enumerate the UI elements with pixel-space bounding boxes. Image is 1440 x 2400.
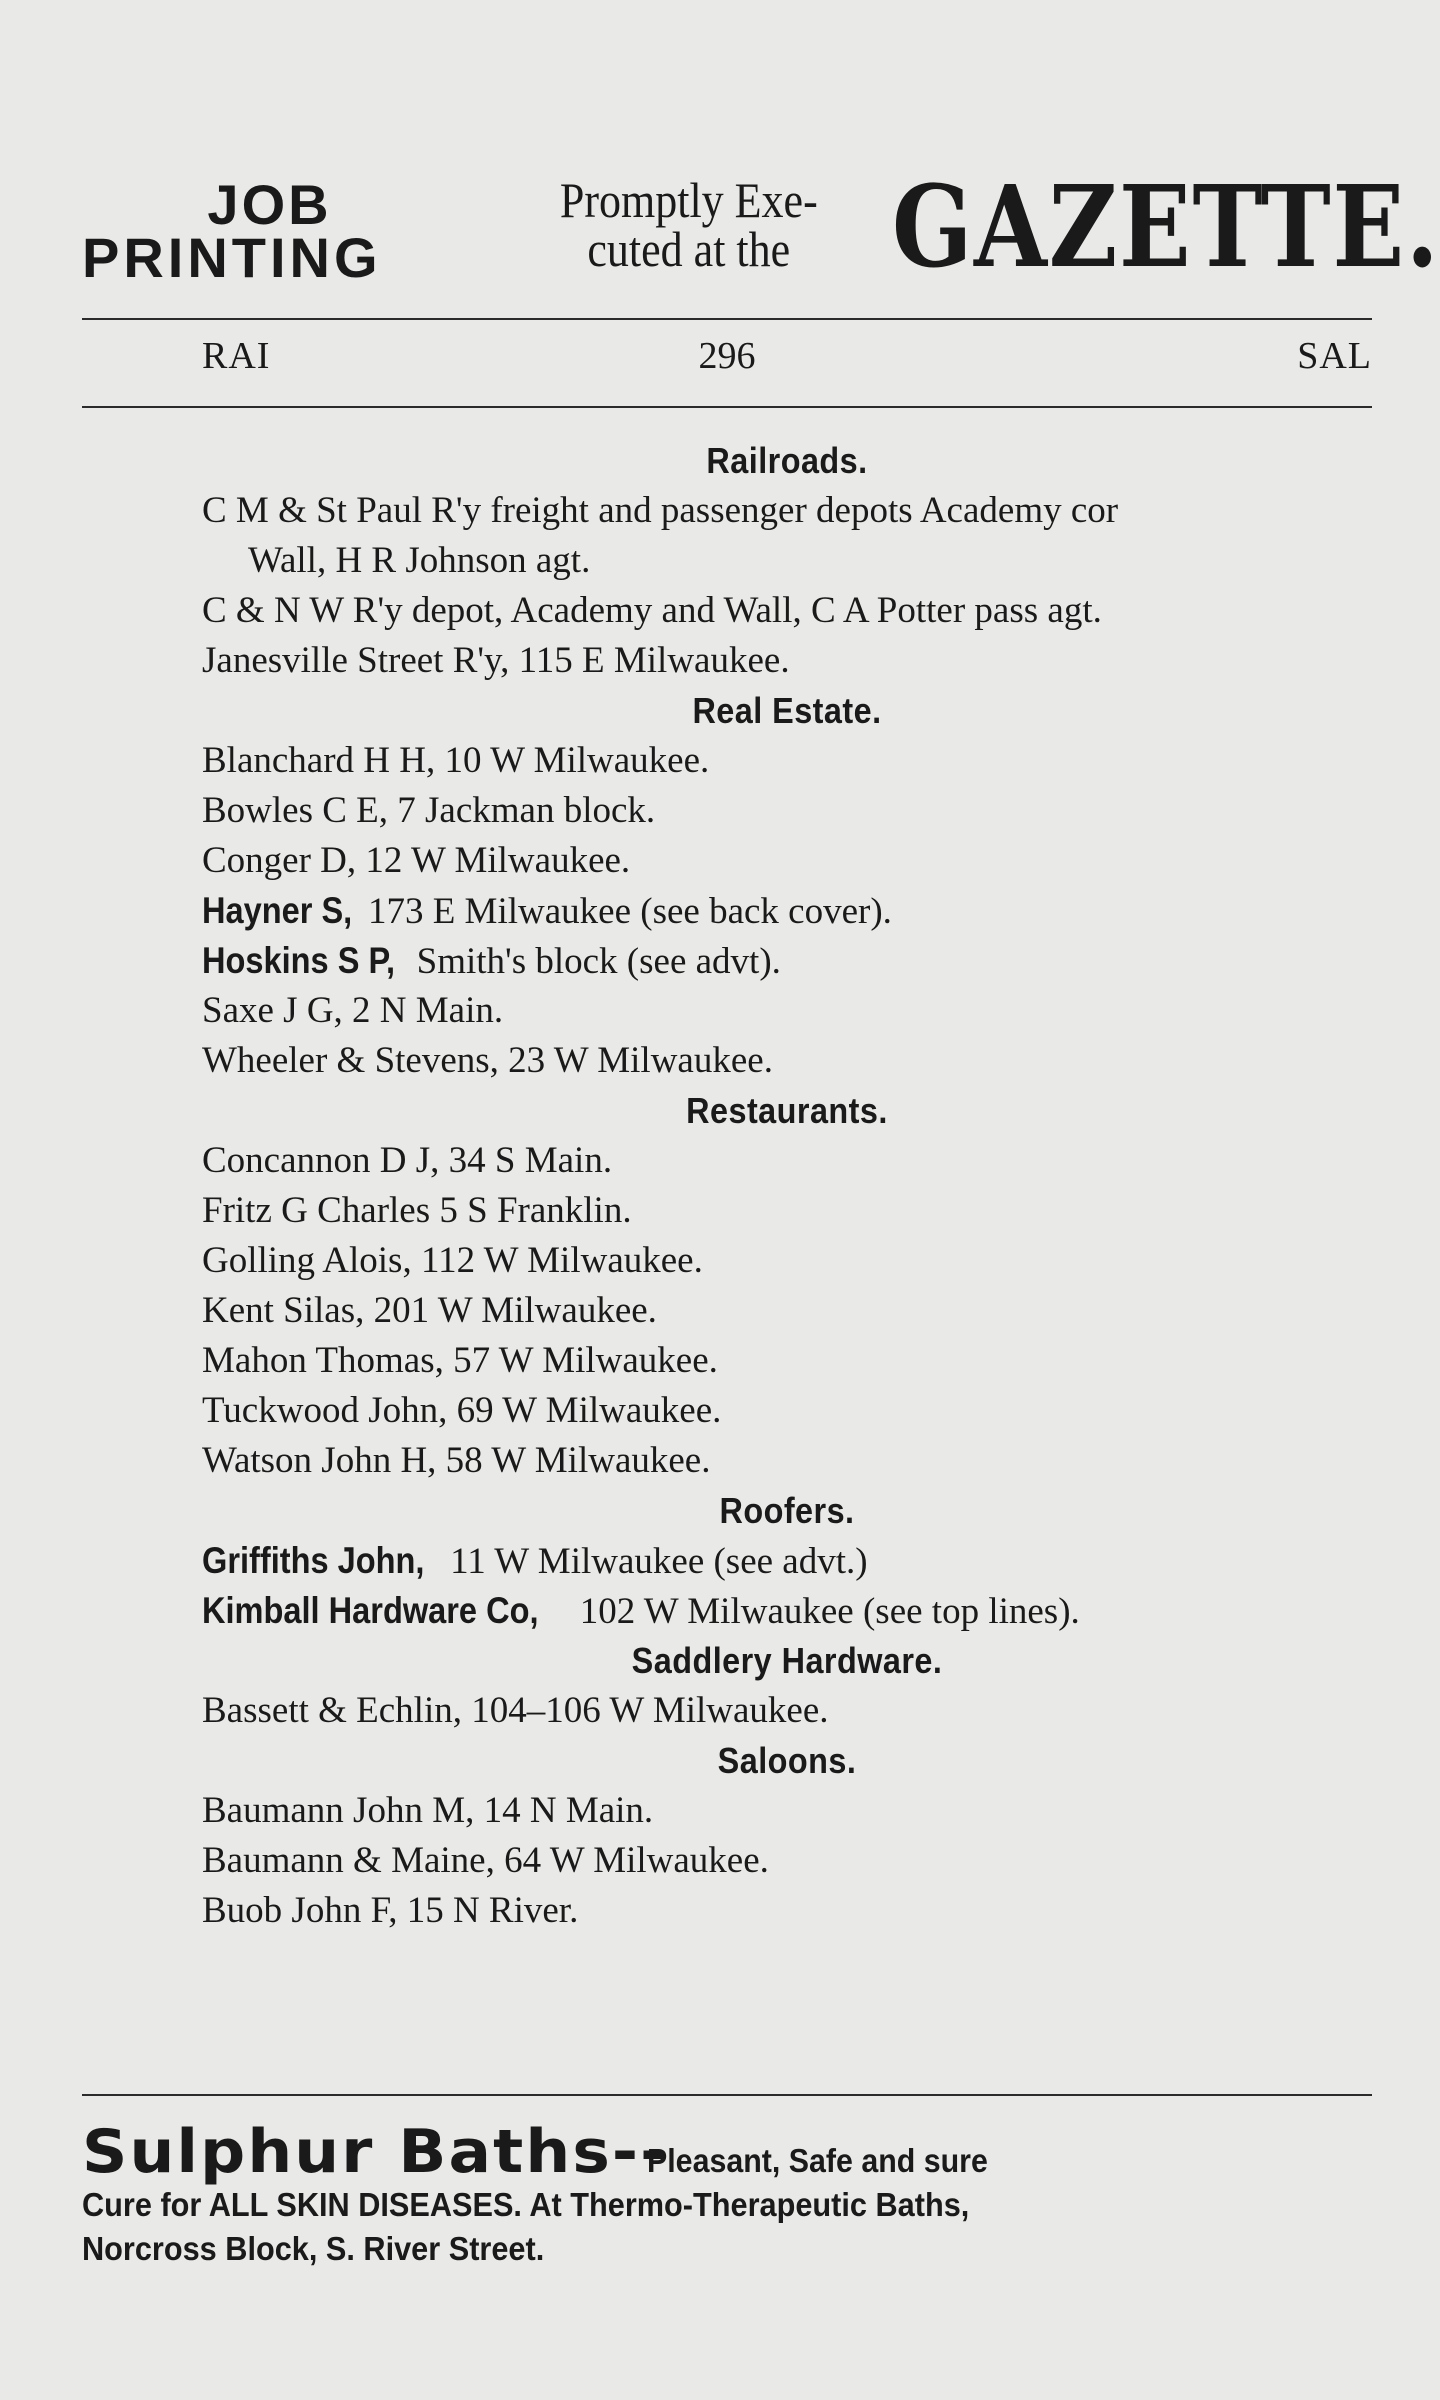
running-head-left: RAI	[202, 335, 271, 377]
listing-entry	[202, 886, 1372, 936]
section-heading: Roofers.	[719, 1490, 855, 1531]
listing-text: Baumann & Maine, 64 W Milwaukee.	[202, 1840, 769, 1881]
listing-text: Smith's block (see advt).	[416, 941, 781, 982]
listing-entry	[202, 736, 1372, 786]
bottom-ad-line-1	[82, 2117, 1372, 2187]
bottom-rule	[82, 2094, 1372, 2096]
listing-entry	[202, 636, 1372, 686]
listing-text: Bowles C E, 7 Jackman block.	[202, 790, 656, 831]
listing-entry	[202, 1436, 1372, 1486]
running-head	[82, 334, 1372, 378]
listing-continuation: Wall, H R Johnson agt.	[248, 540, 591, 581]
bottom-ad-line-2: Cure for ALL SKIN DISEASES. At Thermo-Therapeutic Baths,	[82, 2186, 970, 2223]
listing-entry	[202, 1236, 1372, 1286]
section-heading: Real Estate.	[692, 690, 882, 731]
listing-text: Conger D, 12 W Milwaukee.	[202, 840, 631, 881]
listing-text: Wheeler & Stevens, 23 W Milwaukee.	[202, 1040, 773, 1081]
listing-entry	[202, 1886, 1372, 1936]
printing-word: PRINTING	[82, 226, 382, 290]
section-heading: Saddlery Hardware.	[631, 1640, 943, 1681]
listing-text: Buob John F, 15 N River.	[202, 1890, 579, 1931]
listing-entry	[202, 586, 1372, 636]
promptly-text	[482, 172, 896, 277]
listing-bold-name: Hoskins S P,	[202, 940, 396, 981]
listing-text: Concannon D J, 34 S Main.	[202, 1140, 613, 1181]
listing-text: 11 W Milwaukee (see advt.)	[450, 1541, 868, 1582]
bottom-ad-line-1-rest: Pleasant, Safe and sure	[646, 2142, 988, 2179]
listing-text: 102 W Milwaukee (see top lines).	[579, 1591, 1080, 1632]
listing-text: C & N W R'y depot, Academy and Wall, C A Potter pass agt.	[202, 590, 1102, 631]
listing-entry	[202, 1786, 1372, 1836]
listing-entry	[202, 836, 1372, 886]
listing-text: Baumann John M, 14 N Main.	[202, 1790, 654, 1831]
listing-text: 173 E Milwaukee (see back cover).	[367, 891, 892, 932]
listing-entry	[202, 1536, 1372, 1586]
listing-bold-name: Griffiths John,	[202, 1540, 425, 1581]
section-heading: Railroads.	[706, 440, 868, 481]
job-printing-advertisement	[82, 162, 1440, 293]
listing-entry	[202, 936, 1372, 986]
listing-text: Golling Alois, 112 W Milwaukee.	[202, 1240, 703, 1281]
page-number: 296	[698, 335, 756, 377]
promptly-line-1: Promptly Exe-	[559, 172, 818, 228]
listing-entry	[202, 1286, 1372, 1336]
listing-entry	[202, 1836, 1372, 1886]
listing-text: Blanchard H H, 10 W Milwaukee.	[202, 740, 710, 781]
listing-text: Saxe J G, 2 N Main.	[202, 990, 504, 1031]
gazette-wordmark: GAZETTE.	[892, 162, 1440, 293]
sulphur-baths-title: Sulphur Baths--	[82, 2117, 669, 2187]
section-heading: Restaurants.	[686, 1090, 888, 1131]
listing-entry	[202, 1136, 1372, 1186]
bottom-ad-line-3: Norcross Block, S. River Street.	[82, 2230, 545, 2267]
job-word: JOB	[207, 173, 332, 236]
business-listings	[202, 436, 1372, 1936]
listing-entry	[202, 1036, 1372, 1086]
listing-text: C M & St Paul R'y freight and passenger depots Academy cor	[202, 490, 1119, 531]
listing-entry	[202, 986, 1372, 1036]
promptly-line-2: cuted at the	[587, 221, 791, 277]
running-head-right: SAL	[1297, 335, 1372, 377]
listing-entry	[202, 1586, 1372, 1636]
listing-entry	[202, 1686, 1372, 1736]
listing-bold-name: Hayner S,	[202, 890, 353, 931]
listing-entry	[202, 786, 1372, 836]
listing-entry	[202, 1336, 1372, 1386]
listing-entry	[202, 1386, 1372, 1436]
job-printing-block	[82, 173, 457, 290]
sulphur-baths-advertisement	[82, 2117, 1372, 2271]
top-rule	[82, 318, 1372, 320]
listing-text: Fritz G Charles 5 S Franklin.	[202, 1190, 632, 1231]
listing-text: Mahon Thomas, 57 W Milwaukee.	[202, 1340, 718, 1381]
section-heading: Saloons.	[717, 1740, 857, 1781]
listing-text: Janesville Street R'y, 115 E Milwaukee.	[202, 640, 790, 681]
listing-entry	[202, 1186, 1372, 1236]
listing-text: Bassett & Echlin, 104–106 W Milwaukee.	[202, 1690, 829, 1731]
listing-text: Tuckwood John, 69 W Milwaukee.	[202, 1390, 722, 1431]
header-rule	[82, 406, 1372, 408]
listing-text: Watson John H, 58 W Milwaukee.	[202, 1440, 711, 1481]
listing-bold-name: Kimball Hardware Co,	[202, 1590, 539, 1631]
listing-entry	[202, 486, 1372, 586]
listing-text: Kent Silas, 201 W Milwaukee.	[202, 1290, 657, 1331]
